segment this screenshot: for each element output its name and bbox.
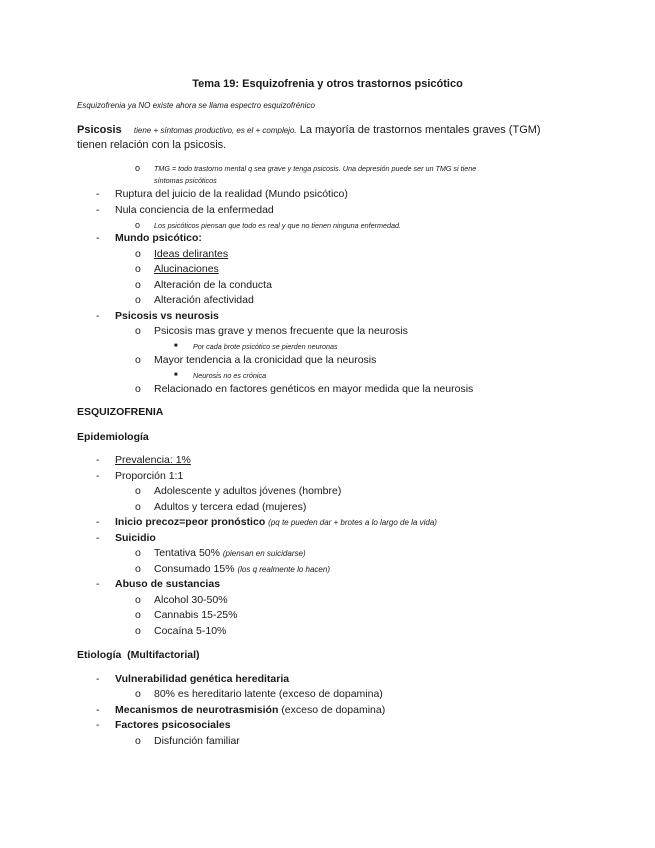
- list-item: Nula conciencia de la enfermedad: [115, 204, 274, 216]
- mecanismos-note: (exceso de dopamina): [281, 704, 386, 716]
- intro-note: Esquizofrenia ya NO existe ahora se llama espectro esquizofrénico: [77, 101, 315, 110]
- list-subitem: Alteración afectividad: [154, 294, 254, 306]
- psicosis-text-line2: tienen relación con la psicosis.: [77, 139, 227, 151]
- bullet-circle: o: [135, 294, 141, 306]
- tentativa-label: Tentativa 50%: [154, 547, 220, 559]
- list-subitem: Adultos y tercera edad (mujeres): [154, 501, 307, 513]
- consumado-note: (los q realmente lo hacen): [237, 565, 330, 574]
- list-subsubitem: Neurosis no es crónica: [193, 371, 267, 380]
- bullet-dash: -: [96, 232, 100, 244]
- bullet-dash: -: [96, 188, 100, 200]
- list-subitem: Psicosis mas grave y menos frecuente que la neurosis: [154, 325, 408, 337]
- list-item: Prevalencia: 1%: [115, 454, 191, 466]
- section-heading-etiologia: Etiología (Multifactorial): [77, 649, 200, 661]
- list-subitem: [154, 562, 330, 577]
- bullet-dash: -: [96, 516, 100, 528]
- list-subitem: [154, 546, 306, 561]
- bullet-circle: o: [135, 485, 141, 497]
- psicosis-small-note: tiene + síntomas productivo, es el + complejo.: [133, 126, 297, 135]
- list-item-heading: Suicidio: [115, 532, 156, 544]
- list-subitem: Cannabis 15-25%: [154, 609, 238, 621]
- list-subitem: Alteración de la conducta: [154, 279, 272, 291]
- list-item: Proporción 1:1: [115, 470, 184, 482]
- bullet-dash: -: [96, 719, 100, 731]
- bullet-circle: o: [135, 625, 141, 637]
- list-item: [115, 515, 437, 530]
- tmg-note-line1: TMG = todo trastorno mental q sea grave y tenga psicosis. Una depresión puede ser un TMG si tiene: [154, 164, 477, 173]
- bullet-circle: o: [135, 263, 141, 275]
- tentativa-note: (piensan en suicidarse): [222, 549, 306, 558]
- bullet-circle: o: [135, 220, 141, 230]
- list-subitem: Adolescente y adultos jóvenes (hombre): [154, 485, 342, 497]
- list-subitem: Alcohol 30-50%: [154, 594, 228, 606]
- bullet-circle: o: [135, 609, 141, 621]
- bullet-circle: o: [135, 501, 141, 513]
- list-subitem: Relacionado en factores genéticos en mayor medida que la neurosis: [154, 383, 474, 395]
- bullet-dash: -: [96, 704, 100, 716]
- psicosis-term: Psicosis: [77, 124, 122, 136]
- list-item-heading: Vulnerabilidad genética hereditaria: [115, 673, 290, 685]
- page-title: Tema 19: Esquizofrenia y otros trastornos psicótico: [192, 78, 463, 90]
- psicosis-paragraph: [77, 123, 541, 138]
- bullet-dash: -: [96, 470, 100, 482]
- tmg-note-line2: síntomas psicóticos: [154, 176, 217, 185]
- bullet-circle: o: [135, 688, 141, 700]
- inicio-note: (pq te pueden dar + brotes a lo largo de la vida): [268, 518, 437, 527]
- bullet-circle: o: [135, 563, 141, 575]
- section-heading-epidemiologia: Epidemiología: [77, 431, 149, 443]
- mecanismos-label: Mecanismos de neurotrasmisión: [115, 704, 279, 716]
- list-item: Ruptura del juicio de la realidad (Mundo psicótico): [115, 188, 348, 200]
- list-subitem: Ideas delirantes: [154, 248, 229, 260]
- bullet-circle: o: [135, 248, 141, 260]
- list-subsubitem: Por cada brote psicótico se pierden neuronas: [193, 342, 338, 351]
- bullet-circle: o: [135, 547, 141, 559]
- bullet-circle: o: [135, 594, 141, 606]
- bullet-dash: -: [96, 454, 100, 466]
- list-subitem: Los psicóticos piensan que todo es real y que no tienen ninguna enfermedad.: [154, 221, 401, 230]
- bullet-circle: o: [135, 279, 141, 291]
- bullet-circle: o: [135, 325, 141, 337]
- bullet-dash: -: [96, 532, 100, 544]
- list-item-heading: Factores psicosociales: [115, 719, 231, 731]
- bullet-dash: -: [96, 578, 100, 590]
- list-item-heading: Mundo psicótico:: [115, 232, 202, 244]
- list-item-heading: Abuso de sustancias: [115, 578, 221, 590]
- inicio-label: Inicio precoz=peor pronóstico: [115, 516, 266, 528]
- bullet-circle: o: [135, 383, 141, 395]
- bullet-circle: o: [135, 735, 141, 747]
- bullet-dash: -: [96, 673, 100, 685]
- list-item: [115, 703, 385, 717]
- list-subitem: Alucinaciones: [154, 263, 219, 275]
- psicosis-text-line1: La mayoría de trastornos mentales graves (TGM): [299, 124, 541, 136]
- bullet-square: ■: [174, 372, 178, 378]
- list-item-heading: Psicosis vs neurosis: [115, 310, 219, 322]
- list-subitem: Disfunción familiar: [154, 735, 240, 747]
- bullet-dash: -: [96, 310, 100, 322]
- bullet-square: ■: [174, 343, 178, 349]
- list-subitem: Mayor tendencia a la cronicidad que la neurosis: [154, 354, 377, 366]
- consumado-label: Consumado 15%: [154, 563, 235, 575]
- list-subitem: Cocaína 5-10%: [154, 625, 227, 637]
- bullet-dash: -: [96, 204, 100, 216]
- bullet-circle: o: [135, 354, 141, 366]
- bullet-circle: o: [135, 163, 141, 173]
- section-heading-esquizofrenia: ESQUIZOFRENIA: [77, 406, 164, 418]
- list-subitem: 80% es hereditario latente (exceso de dopamina): [154, 688, 383, 700]
